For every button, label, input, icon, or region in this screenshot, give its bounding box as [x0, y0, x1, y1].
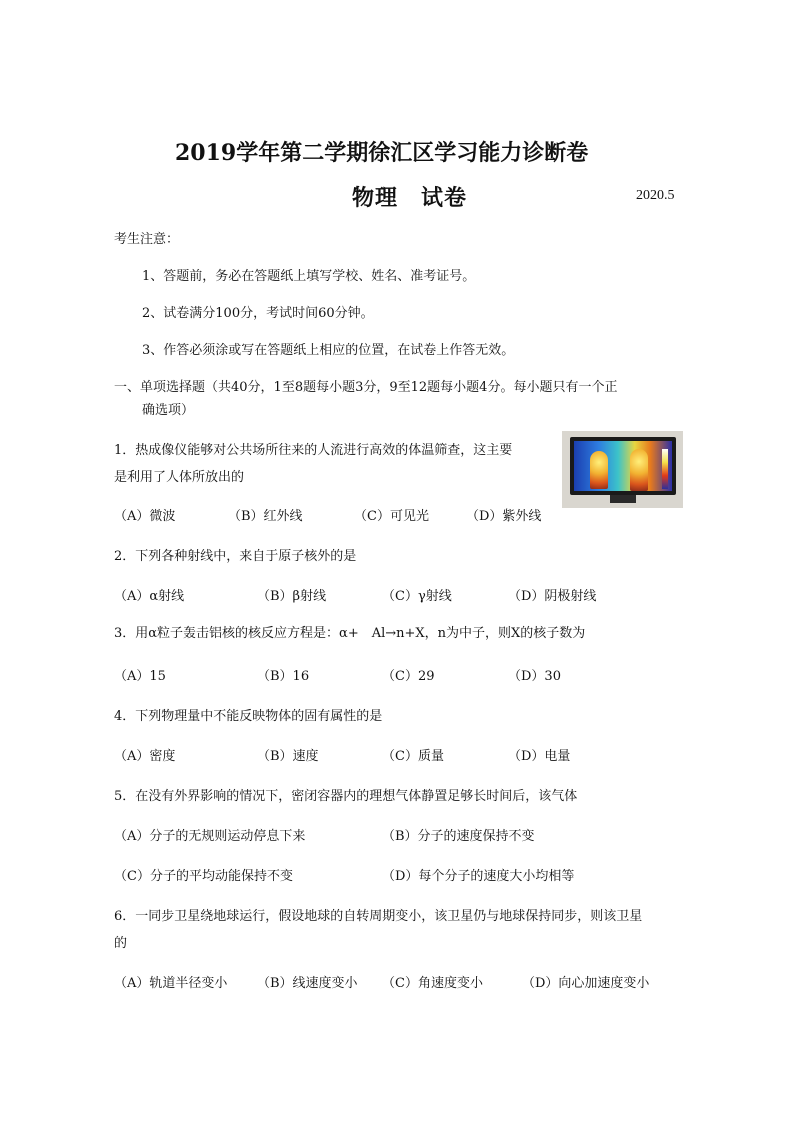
- question-5-option-c[interactable]: （C）分子的平均动能保持不变: [114, 869, 293, 884]
- question-2-option-c[interactable]: （C）γ射线: [382, 589, 452, 604]
- question-1-option-c[interactable]: （C）可见光: [354, 509, 429, 524]
- question-5-option-d[interactable]: （D）每个分子的速度大小均相等: [382, 869, 575, 884]
- thermal-screen: [574, 441, 672, 491]
- question-1-option-b[interactable]: （B）红外线: [228, 509, 303, 524]
- exam-subtitle: 物理 试卷: [352, 185, 468, 211]
- question-6-option-a[interactable]: （A）轨道半径变小: [114, 976, 228, 991]
- exam-title: 2019学年第二学期徐汇区学习能力诊断卷: [175, 140, 589, 166]
- question-6-option-d[interactable]: （D）向心加速度变小: [522, 976, 650, 991]
- question-4-option-c[interactable]: （C）质量: [382, 749, 444, 764]
- question-1-stem: 1．热成像仪能够对公共场所往来的人流进行高效的体温筛查，这主要: [114, 443, 513, 458]
- question-2-option-a[interactable]: （A）α射线: [114, 589, 185, 604]
- question-4-option-d[interactable]: （D）电量: [508, 749, 571, 764]
- question-4-option-b[interactable]: （B）速度: [257, 749, 319, 764]
- question-3-stem: 3．用α粒子轰击铝核的核反应方程是：α+ Al→n+X，n为中子，则X的核子数为: [114, 626, 586, 641]
- monitor-frame: [570, 437, 676, 495]
- question-3-option-c[interactable]: （C）29: [382, 669, 435, 684]
- thermal-person-right: [630, 449, 648, 491]
- question-5-stem: 5．在没有外界影响的情况下，密闭容器内的理想气体静置足够长时间后，该气体: [114, 789, 578, 804]
- question-2-option-b[interactable]: （B）β射线: [257, 589, 327, 604]
- temperature-scale: [662, 449, 668, 489]
- question-6-stem-cont: 的: [114, 936, 128, 951]
- question-3-option-a[interactable]: （A）15: [114, 669, 166, 684]
- question-6-option-c[interactable]: （C）角速度变小: [382, 976, 483, 991]
- question-2-stem: 2．下列各种射线中，来自于原子核外的是: [114, 549, 357, 564]
- notice-item-2: 2、试卷满分100分，考试时间60分钟。: [142, 306, 374, 321]
- question-6-stem: 6．一同步卫星绕地球运行，假设地球的自转周期变小，该卫星仍与地球保持同步，则该卫星: [114, 909, 643, 924]
- question-1-option-a[interactable]: （A）微波: [114, 509, 176, 524]
- question-6-option-b[interactable]: （B）线速度变小: [257, 976, 358, 991]
- notice-item-3: 3、作答必须涂或写在答题纸上相应的位置，在试卷上作答无效。: [142, 343, 515, 358]
- question-1-option-d[interactable]: （D）紫外线: [466, 509, 542, 524]
- thermal-person-left: [590, 451, 608, 489]
- notice-item-1: 1、答题前，务必在答题纸上填写学校、姓名、准考证号。: [142, 269, 476, 284]
- monitor-stand: [610, 495, 636, 503]
- question-1-stem-cont: 是利用了人体所放出的: [114, 470, 245, 485]
- question-5-option-a[interactable]: （A）分子的无规则运动停息下来: [114, 829, 306, 844]
- question-3-option-b[interactable]: （B）16: [257, 669, 310, 684]
- question-5-option-b[interactable]: （B）分子的速度保持不变: [382, 829, 535, 844]
- exam-date: 2020.5: [636, 188, 675, 203]
- thermal-camera-photo: [562, 431, 683, 508]
- section-heading: 一、单项选择题（共40分，1至8题每小题3分，9至12题每小题4分。每小题只有一个正: [114, 380, 618, 395]
- section-heading-cont: 确选项）: [142, 403, 195, 418]
- question-3-option-d[interactable]: （D）30: [508, 669, 561, 684]
- question-4-option-a[interactable]: （A）密度: [114, 749, 176, 764]
- question-2-option-d[interactable]: （D）阴极射线: [508, 589, 597, 604]
- question-4-stem: 4．下列物理量中不能反映物体的固有属性的是: [114, 709, 383, 724]
- notice-heading: 考生注意：: [114, 232, 180, 247]
